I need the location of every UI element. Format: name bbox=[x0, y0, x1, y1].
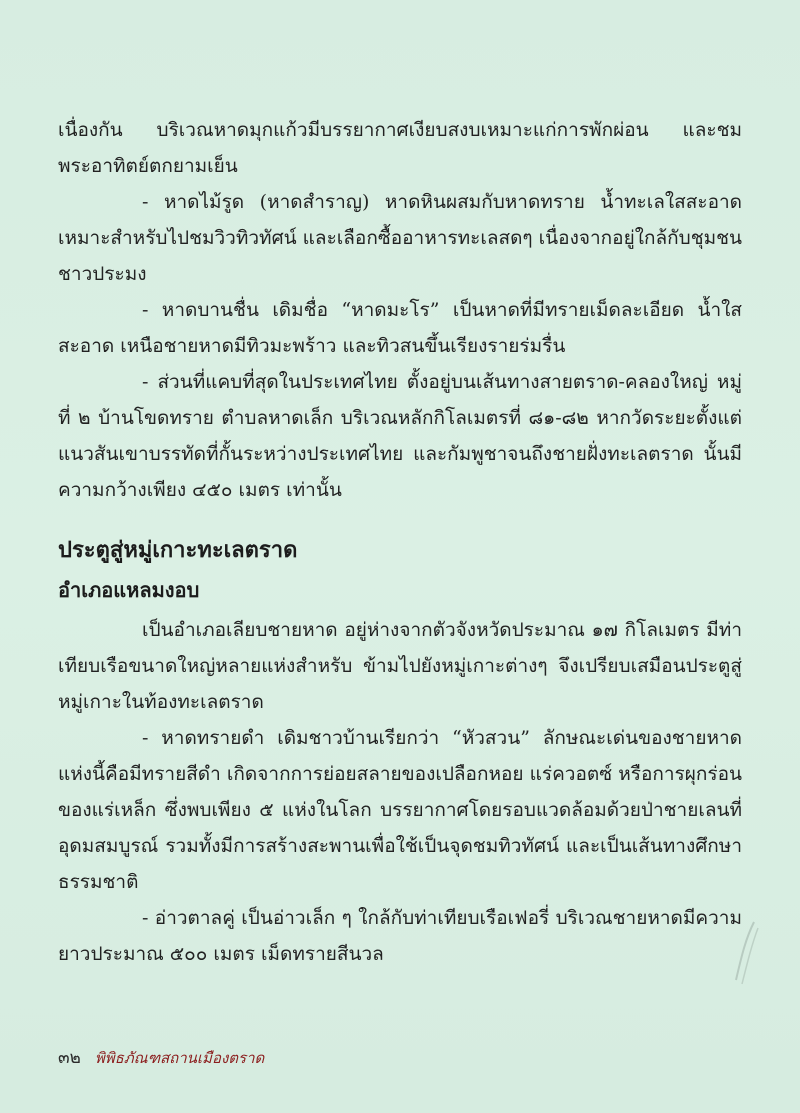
page-footer bbox=[58, 1044, 264, 1071]
section-2-body bbox=[58, 612, 742, 972]
section-heading: ประตูสู่หมู่เกาะทะเลตราด bbox=[58, 538, 298, 563]
section-1-body bbox=[58, 112, 742, 508]
paper-scuff-mark bbox=[732, 918, 762, 988]
paragraph-hat-mai-rut: - หาดไม้รูด (หาดสำราญ) หาดหินผสมกับหาดทราย น้ำทะเลใสสะอาด เหมาะสำหรับไปชมวิวทิวทัศน์ และเลือกซื้ออาหารทะเลสดๆ เนื่องจากอยู่ใกล้กับชุมชนชาวประมง bbox=[58, 191, 742, 285]
paragraph-continuation: เนื่องกัน บริเวณหาดมุกแก้วมีบรรยากาศเงียบสงบเหมาะแก่การพักผ่อน และชมพระอาทิตย์ตกยามเย็น bbox=[58, 119, 742, 177]
paragraph-ao-tan-khu: - อ่าวตาลคู่ เป็นอ่าวเล็ก ๆ ใกล้กับท่าเทียบเรือเฟอรี่ บริเวณชายหาดมีความยาวประมาณ ๕๐๐ เมตร เม็ดทรายสีนวล bbox=[58, 907, 742, 965]
section-subheading: อำเภอแหลมงอบ bbox=[58, 578, 200, 602]
paragraph-narrowest-point: - ส่วนที่แคบที่สุดในประเทศไทย ตั้งอยู่บนเส้นทางสายตราด-คลองใหญ่ หมู่ที่ ๒ บ้านโขดทราย ตำบลหาดเล็ก บริเวณหลักกิโลเมตรที่ ๘๑-๘๒ หากวัดระยะตั้งแต่แนวสันเขาบรรทัดที่กั้นระหว่างประเทศไทย และกัมพูชาจนถึงชายฝั่งทะเลตราด นั้นมีความกว้างเพียง ๔๕๐ เมตร เท่านั้น bbox=[58, 371, 742, 501]
paragraph-laem-ngop-intro: เป็นอำเภอเลียบชายหาด อยู่ห่างจากตัวจังหวัดประมาณ ๑๗ กิโลเมตร มีท่าเทียบเรือขนาดใหญ่หลายแห่งสำหรับ ข้ามไปยังหมู่เกาะต่างๆ จึงเปรียบเสมือนประตูสู่หมู่เกาะในท้องทะเลตราด bbox=[58, 619, 742, 713]
page-number: ๓๒ bbox=[58, 1048, 81, 1068]
book-title: พิพิธภัณฑสถานเมืองตราด bbox=[94, 1049, 265, 1067]
paragraph-hat-sai-dam: - หาดทรายดำ เดิมชาวบ้านเรียกว่า “หัวสวน” ลักษณะเด่นของชายหาดแห่งนี้คือมีทรายสีดำ เกิดจากการย่อยสลายของเปลือกหอย แร่ควอตซ์ หรือการผุกร่อนของแร่เหล็ก ซึ่งพบเพียง ๕ แห่งในโลก บรรยากาศโดยรอบแวดล้อมด้วยป่าชายเลนที่อุดมสมบูรณ์ รวมทั้งมีการสร้างสะพานเพื่อใช้เป็นจุดชมทิวทัศน์ และเป็นเส้นทางศึกษาธรรมชาติ bbox=[58, 727, 742, 893]
paragraph-hat-ban-chuen: - หาดบานชื่น เดิมชื่อ “หาดมะโร” เป็นหาดที่มีทรายเม็ดละเอียด น้ำใสสะอาด เหนือชายหาดมีทิวมะพร้าว และทิวสนขึ้นเรียงรายร่มรื่น bbox=[58, 299, 742, 357]
